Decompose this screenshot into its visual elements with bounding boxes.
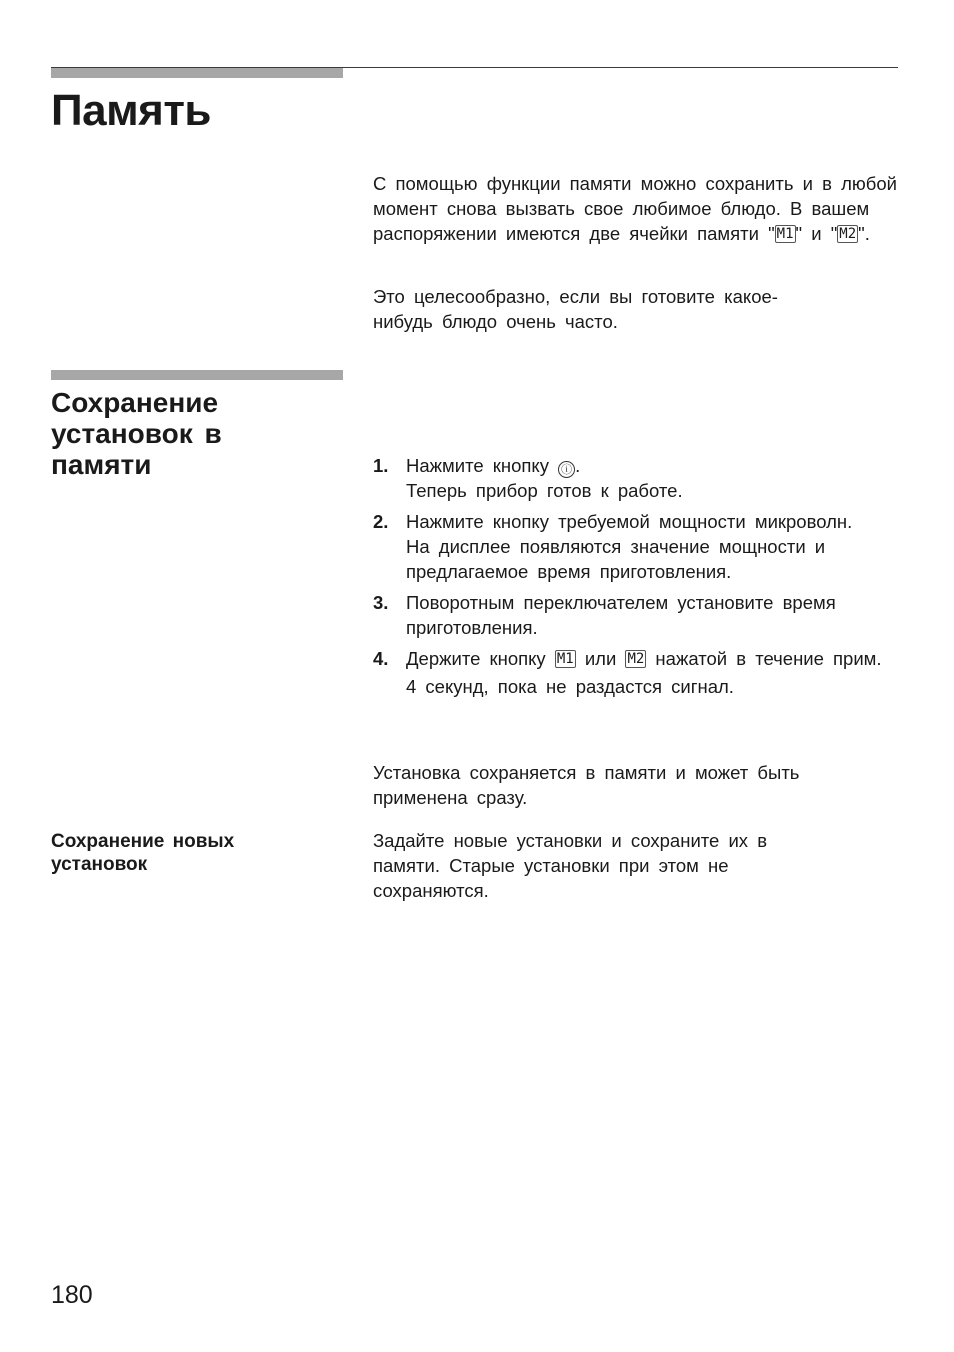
step-result: Теперь прибор готов к работе. [406,480,683,501]
step-text: Держите кнопку [406,648,555,669]
intro-paragraph-2: Это целесообразно, если вы готовите какое-нибудь блюдо очень часто. [373,286,778,332]
m1-symbol: M1 [776,226,794,242]
step-number: 4. [373,648,389,669]
step-result: На дисплее появляются значение мощности и предлагаемое время приготовления. [406,536,826,582]
intro-text-part-2: " и " [795,223,838,244]
step-instruction [406,646,898,699]
section-accent-bar [51,370,343,380]
m2-symbol: M2 [839,226,857,242]
step-text: Нажмите кнопку [406,455,559,476]
title-accent-bar [51,68,343,78]
step-number: 2. [373,511,389,532]
step-1 [373,453,898,503]
step-instruction: Нажмите кнопку требуемой мощности микроволн. [406,511,853,532]
step-text: . [575,455,581,476]
intro-text-part-3: ". [858,223,870,244]
subsection-title: Сохранение новых установок [51,831,235,875]
step-instruction [406,453,898,478]
step-3 [373,590,898,640]
step-number: 1. [373,455,389,476]
subsection-text: Задайте новые установки и сохраните их в памяти. Старые установки при этом не сохраняются. [373,830,768,901]
m1-symbol: M1 [556,651,574,667]
step-2 [373,509,898,584]
page-title: Память [51,86,211,135]
page-number: 180 [51,1281,93,1309]
intro-text-part-1: С помощью функции памяти можно сохранить и в любой момент снова вызвать свое любимое блюдо. В вашем распоряжении имеются две ячейки памяти " [373,173,897,244]
step-text: нажатой в течение прим. 4 секунд, пока не раздастся сигнал. [406,648,882,697]
step-instruction: Поворотным переключателем установите время приготовления. [406,592,836,638]
step-4 [373,646,898,699]
steps-list [373,453,898,705]
section-title: Сохранение установок в памяти [51,387,222,480]
step-number: 3. [373,592,389,613]
step-text: или [575,648,626,669]
power-button-icon: ⓘ [558,461,575,478]
section-result-text: Установка сохраняется в памяти и может быть применена сразу. [373,762,800,808]
intro-paragraph-1 [373,171,898,249]
m2-symbol: M2 [627,651,645,667]
